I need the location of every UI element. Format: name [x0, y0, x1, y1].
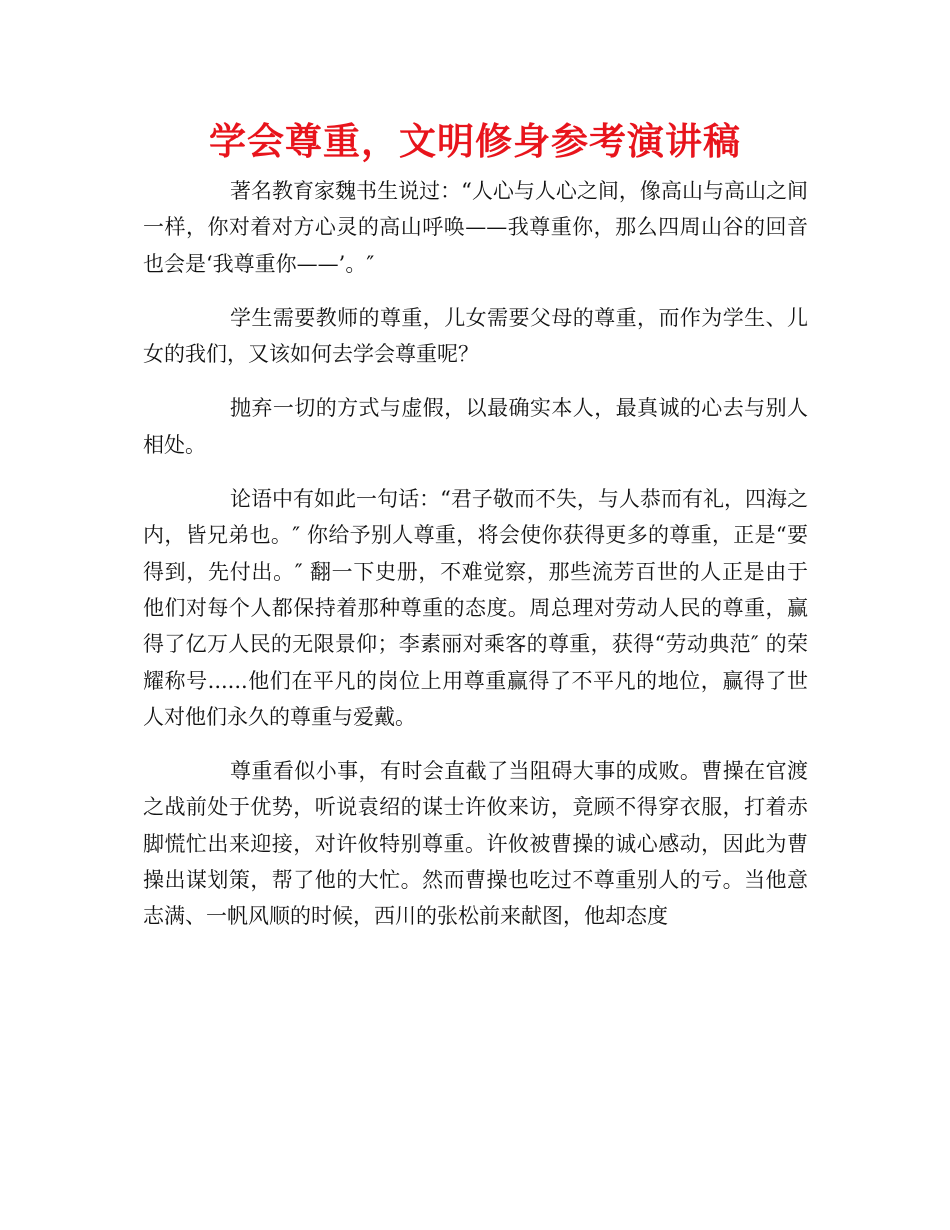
- paragraph: 论语中有如此一句话：“君子敬而不失，与人恭而有礼，四海之内，皆兄弟也。″ 你给予别人尊重，将会使你获得更多的尊重，正是“要得到，先付出。″ 翻一下史册，不难觉察，那些流芳百世的人正是由于他们对每个人都保持着那种尊重的态度。周总理对劳动人民的尊重，赢得了亿万人民的无限景仰；李素丽对乘客的尊重，获得“劳动典范″ 的荣耀称号......他们在平凡的岗位上用尊重赢得了不平凡的地位，赢得了世人对他们永久的尊重与爱戴。: [143, 487, 808, 729]
- paragraph: 著名教育家魏书生说过：“人心与人心之间，像高山与高山之间一样，你对着对方心灵的高山呼唤——我尊重你，那么四周山谷的回音也会是‘我尊重你——’。″: [143, 179, 808, 276]
- page-title: 学会尊重，文明修身参考演讲稿: [209, 120, 741, 163]
- document-body: [143, 173, 808, 935]
- paragraph: 抛弃一切的方式与虚假，以最确实本人，最真诚的心去与别人相处。: [143, 396, 808, 457]
- paragraph: 学生需要教师的尊重，儿女需要父母的尊重，而作为学生、儿女的我们，又该如何去学会尊重呢？: [143, 305, 808, 367]
- paragraph: 尊重看似小事，有时会直截了当阻碍大事的成败。曹操在官渡之战前处于优势，听说袁绍的谋士许攸来访，竟顾不得穿衣服，打着赤脚慌忙出来迎接，对许攸特别尊重。许攸被曹操的诚心感动，因此为曹操出谋划策，帮了他的大忙。然而曹操也吃过不尊重别人的亏。当他意志满、一帆风顺的时候，西川的张松前来献图，他却态度: [143, 759, 808, 929]
